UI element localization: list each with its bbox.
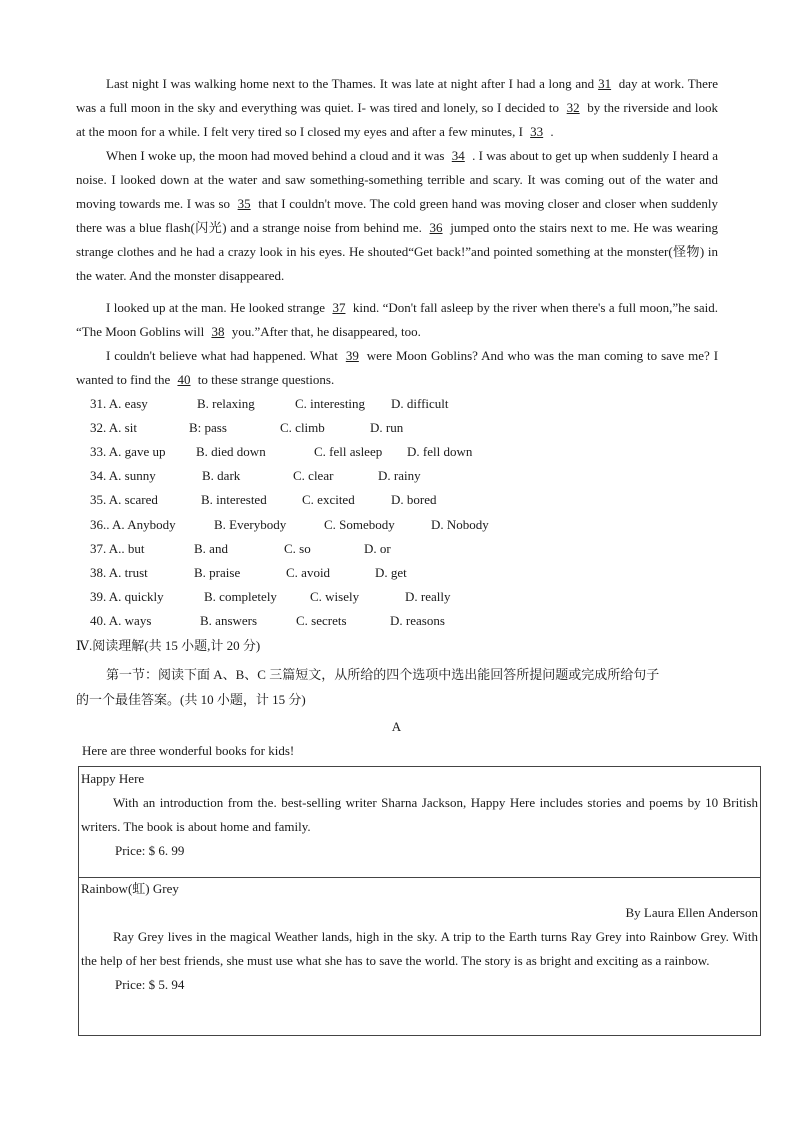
blank-34: 34: [451, 148, 465, 163]
option-d: D. or: [364, 541, 391, 556]
book-description: With an introduction from the. best-selling writer Sharna Jackson, Happy Here includes stories and poems by 10 British writers. The book is about home and family.: [81, 795, 758, 834]
passage-paragraph-1: [76, 72, 718, 144]
section-instruction-line-2: 的一个最佳答案。(共 10 小题，计 15 分): [76, 692, 306, 707]
blank-36: 36: [429, 220, 443, 235]
blank-32: 32: [566, 100, 580, 115]
option-d: D. reasons: [390, 613, 445, 628]
p3-text-3: you.”After that, he disappeared, too.: [231, 324, 421, 339]
p3-text-2: kind. “Don't fall asleep by the river when there's a full moon,”he said. “The Moon Goblins will: [76, 300, 719, 339]
option-b: B: pass: [189, 420, 227, 435]
option-d: D. difficult: [391, 396, 449, 411]
p1-text-3: by the riverside and look at the moon for a while. I felt very tired so I closed my eyes and after a few minutes, I: [76, 100, 719, 139]
p4-text-1: I couldn't believe what had happened. What: [106, 348, 338, 363]
option-d: D. Nobody: [431, 517, 489, 532]
p3-text-1: I looked up at the man. He looked strange: [106, 300, 326, 315]
p1-text-2: day at work. There was a full moon in the sky and everything was quiet. I- was tired and lonely, so I decided to: [76, 76, 719, 115]
option-c: C. wisely: [310, 589, 360, 604]
option-b: B. died down: [196, 444, 266, 459]
option-c: C. fell asleep: [314, 444, 383, 459]
option-b: B. dark: [202, 468, 241, 483]
blank-38: 38: [211, 324, 225, 339]
p4-text-3: to these strange questions.: [197, 372, 335, 387]
option-c: C. excited: [302, 492, 355, 507]
blank-35: 35: [237, 196, 251, 211]
option-a: 34. A. sunny: [90, 468, 156, 483]
book-title: Rainbow(虹) Grey: [81, 881, 179, 896]
option-b: B. interested: [201, 492, 267, 507]
blank-40: 40: [177, 372, 191, 387]
option-c: C. clear: [293, 468, 334, 483]
section-heading: Ⅳ.阅读理解(共 15 小题,计 20 分): [76, 638, 261, 653]
option-a: 37. A.. but: [90, 541, 145, 556]
option-b: B. completely: [204, 589, 277, 604]
option-b: B. and: [194, 541, 228, 556]
blank-39: 39: [345, 348, 359, 363]
option-c: C. so: [284, 541, 311, 556]
option-c: C. Somebody: [324, 517, 395, 532]
option-a: 33. A. gave up: [90, 444, 166, 459]
book-rainbow-grey: [79, 877, 760, 997]
passage-paragraph-2: [76, 144, 718, 288]
option-b: B. answers: [200, 613, 258, 628]
books-table: [78, 766, 761, 1036]
option-a: 36.. A. Anybody: [90, 517, 176, 532]
option-d: D. get: [375, 565, 407, 580]
option-b: B. praise: [194, 565, 241, 580]
option-d: D. really: [405, 589, 451, 604]
book-price: Price: $ 5. 94: [115, 977, 185, 992]
section-instruction-line-1: 第一节：阅读下面 A、B、C 三篇短文，从所给的四个选项中选出能回答所提问题或完成所给句子: [106, 667, 660, 682]
p2-text-3: that I couldn't move. The cold green hand was moving closer and closer when suddenly there was a blue flash(闪光) and a strange noise from behind me.: [76, 196, 719, 235]
blank-31: 31: [598, 76, 612, 91]
book-description: Ray Grey lives in the magical Weather lands, high in the sky. A trip to the Earth turns Ray Grey into Rainbow Grey. With the help of her best friends, she must use what she has to save the world. The story is as bright and exciting as a rainbow.: [81, 929, 758, 968]
books-intro: Here are three wonderful books for kids!: [82, 743, 295, 758]
p1-text-1: Last night I was walking home next to the Thames. It was late at night after I had a long and: [106, 76, 595, 91]
option-a: 35. A. scared: [90, 492, 158, 507]
option-a: 31. A. easy: [90, 396, 148, 411]
option-b: B. Everybody: [214, 517, 287, 532]
option-c: C. climb: [280, 420, 325, 435]
p2-text-2: . I was about to get up when suddenly I heard a noise. I looked down at the water and saw something-something terrible and scary. It was coming out of the water and moving towards me. I was so: [76, 148, 719, 211]
book-happy-here: [79, 767, 760, 863]
option-a: 32. A. sit: [90, 420, 137, 435]
p2-text-1: When I woke up, the moon had moved behind a cloud and it was: [106, 148, 445, 163]
blank-37: 37: [332, 300, 346, 315]
option-a: 39. A. quickly: [90, 589, 164, 604]
option-a: 38. A. trust: [90, 565, 148, 580]
option-a: 40. A. ways: [90, 613, 152, 628]
option-c: C. interesting: [295, 396, 366, 411]
option-d: D. fell down: [407, 444, 473, 459]
option-d: D. rainy: [378, 468, 421, 483]
option-c: C. secrets: [296, 613, 347, 628]
option-d: D. run: [370, 420, 404, 435]
passage-paragraph-4: [76, 344, 718, 392]
passage-paragraph-3: [76, 296, 718, 344]
blank-33: 33: [530, 124, 544, 139]
option-d: D. bored: [391, 492, 437, 507]
book-author: By Laura Ellen Anderson: [625, 905, 758, 920]
part-label: A: [391, 719, 402, 734]
book-title: Happy Here: [81, 771, 145, 786]
p4-text-2: were Moon Goblins? And who was the man coming to save me? I wanted to find the: [76, 348, 719, 387]
book-price: Price: $ 6. 99: [115, 843, 185, 858]
p1-text-4: .: [550, 124, 554, 139]
option-b: B. relaxing: [197, 396, 255, 411]
p2-text-4: jumped onto the stairs next to me. He was wearing strange clothes and he had a crazy look in his eyes. He shouted“Get back!”and pointed something at the monster(怪物) in the water. And the monster disappeared.: [76, 220, 718, 283]
option-c: C. avoid: [286, 565, 331, 580]
